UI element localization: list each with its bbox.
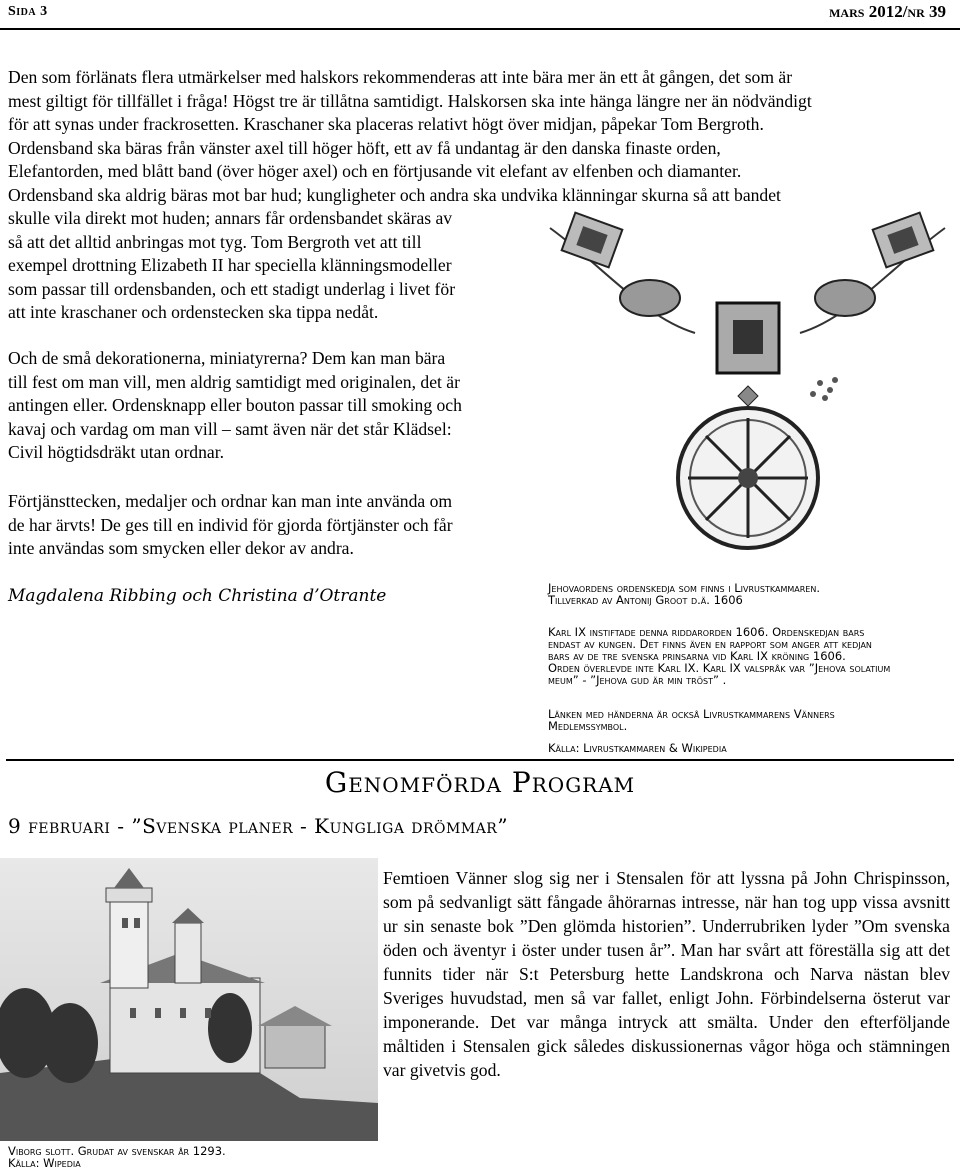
text-line: Ordensband ska aldrig bäras mot bar hud; kungligheter och andra ska undvika klänningar skurna så att bandet xyxy=(8,184,781,205)
caption-line: bars av de tre svenska prinsarna vid Karl IX kröning 1606. xyxy=(548,649,846,663)
article-column-c xyxy=(8,490,535,561)
text-line: Den som förlänats flera utmärkelser med halskors rekommenderas att inte bära mer än ett åt gången, det som är xyxy=(8,67,793,87)
text-line: till fest om man vill, men aldrig samtidigt med originalen, det är xyxy=(8,371,460,392)
article-intro xyxy=(8,66,952,208)
text-line: så att det alltid anbringas mot tyg. Tom Bergroth vet att till xyxy=(8,231,422,252)
caption-line: Medlemssymbol. xyxy=(548,719,628,733)
issue-date: mars 2012/nr 39 xyxy=(829,2,946,21)
caption-line: Jehovaordens ordenskedja som finns i Livrustkammaren. xyxy=(548,581,820,595)
text-line: inte användas som smycken eller dekor av andra. xyxy=(8,538,354,559)
caption-line: Källa: Wipedia xyxy=(8,1156,81,1170)
viborg-castle-photo xyxy=(0,858,378,1141)
caption-line: meum” - ”Jehova gud är min tröst” . xyxy=(548,673,727,687)
text-line: Och de små dekorationerna, miniatyrerna? Dem kan man bära xyxy=(8,348,446,368)
text-line: de har ärvts! De ges till en individ för gjorda förtjänster och får xyxy=(8,514,453,535)
article-column-b xyxy=(8,347,535,465)
text-line: mest giltigt för tillfället i fråga! Högst tre är tillåtna samtidigt. Halskorsen ska inte hänga längre ner än nödvändigt xyxy=(8,90,812,111)
article-signature: Magdalena Ribbing och Christina d’Otrante xyxy=(8,586,387,606)
text-line: att inte kraschaner och ordenstecken ska tippa nedåt. xyxy=(8,302,379,323)
jehova-order-chain-image xyxy=(545,208,950,580)
text-line: Ordensband ska bäras från vänster axel till höger höft, ett av få undantag är den danska finaste orden, xyxy=(8,137,721,158)
photo-caption xyxy=(8,1145,226,1169)
caption-line: Viborg slott. Grudat av svenskar år 1293. xyxy=(8,1144,226,1158)
program-title: 9 februari - ”Svenska planer - Kungliga drömmar” xyxy=(8,814,509,838)
caption-line: Länken med händerna är också Livrustkammarens Vänners xyxy=(548,707,835,721)
caption-line: Orden överlevde inte Karl IX. Karl IX valspråk var ”Jehova solatium xyxy=(548,661,891,675)
text-line: skulle vila direkt mot huden; annars får ordensbandet skäras av xyxy=(8,208,453,228)
text-line: Civil högtidsdräkt utan ordnar. xyxy=(8,442,224,463)
page-number: Sida 3 xyxy=(8,4,48,19)
section-rule xyxy=(6,759,954,761)
necklace-caption xyxy=(548,582,953,754)
header-rule xyxy=(0,28,960,30)
program-description: Femtioen Vänner slog sig ner i Stensalen för att lyssna på John Chrispinsson, som på sedvanligt sätt fångade åhörarnas intresse, när han tog upp vissa avsnitt ur sin senaste bok ”Den glömda historien”. Underrubriken lyder ”Om svenska öden och äventyr i öster under tusen år”. Man har svårt att föreställa sig att det funnits tider när S:t Petersburg hette Landskrona och Narva nästan blev Sveriges huvudstad, men så var fallet, enligt John. Förbindelserna österut var imponerande. Det var många intryck att smälta. Under den efterföljande måltiden i Stensalen gick således diskussionernas vågor höga och stämningen var givetvis god. xyxy=(383,868,950,1080)
caption-line: Karl IX instiftade denna riddarorden 1606. Ordenskedjan bars xyxy=(548,625,865,639)
text-line: Elefantorden, med blått band (över höger axel) och en förtjusande vit elefant av elfenben och diamanter. xyxy=(8,161,742,182)
section-title: Genomförda Program xyxy=(324,766,636,799)
text-line: kavaj och vardag om man vill – samt även när det står Klädsel: xyxy=(8,418,452,439)
text-line: som passar till ordensbanden, och ett stadigt underlag i livet för xyxy=(8,278,456,299)
text-line: för att synas under frackrosetten. Kraschaner ska placeras relativt högt över midjan, påpekar Tom Bergroth. xyxy=(8,114,764,135)
caption-source: Källa: Livrustkammaren & Wikipedia xyxy=(548,741,727,755)
text-line: Förtjänsttecken, medaljer och ordnar kan man inte använda om xyxy=(8,491,453,511)
text-line: exempel drottning Elizabeth II har speciella klänningsmodeller xyxy=(8,255,452,276)
text-line: antingen eller. Ordensknapp eller bouton passar till smoking och xyxy=(8,395,462,416)
article-column-a xyxy=(8,207,535,325)
caption-line: endast av kungen. Det finns även en rapport som anger att kedjan xyxy=(548,637,872,651)
caption-line: Tillverkad av Antonij Groot d.ä. 1606 xyxy=(548,593,743,607)
